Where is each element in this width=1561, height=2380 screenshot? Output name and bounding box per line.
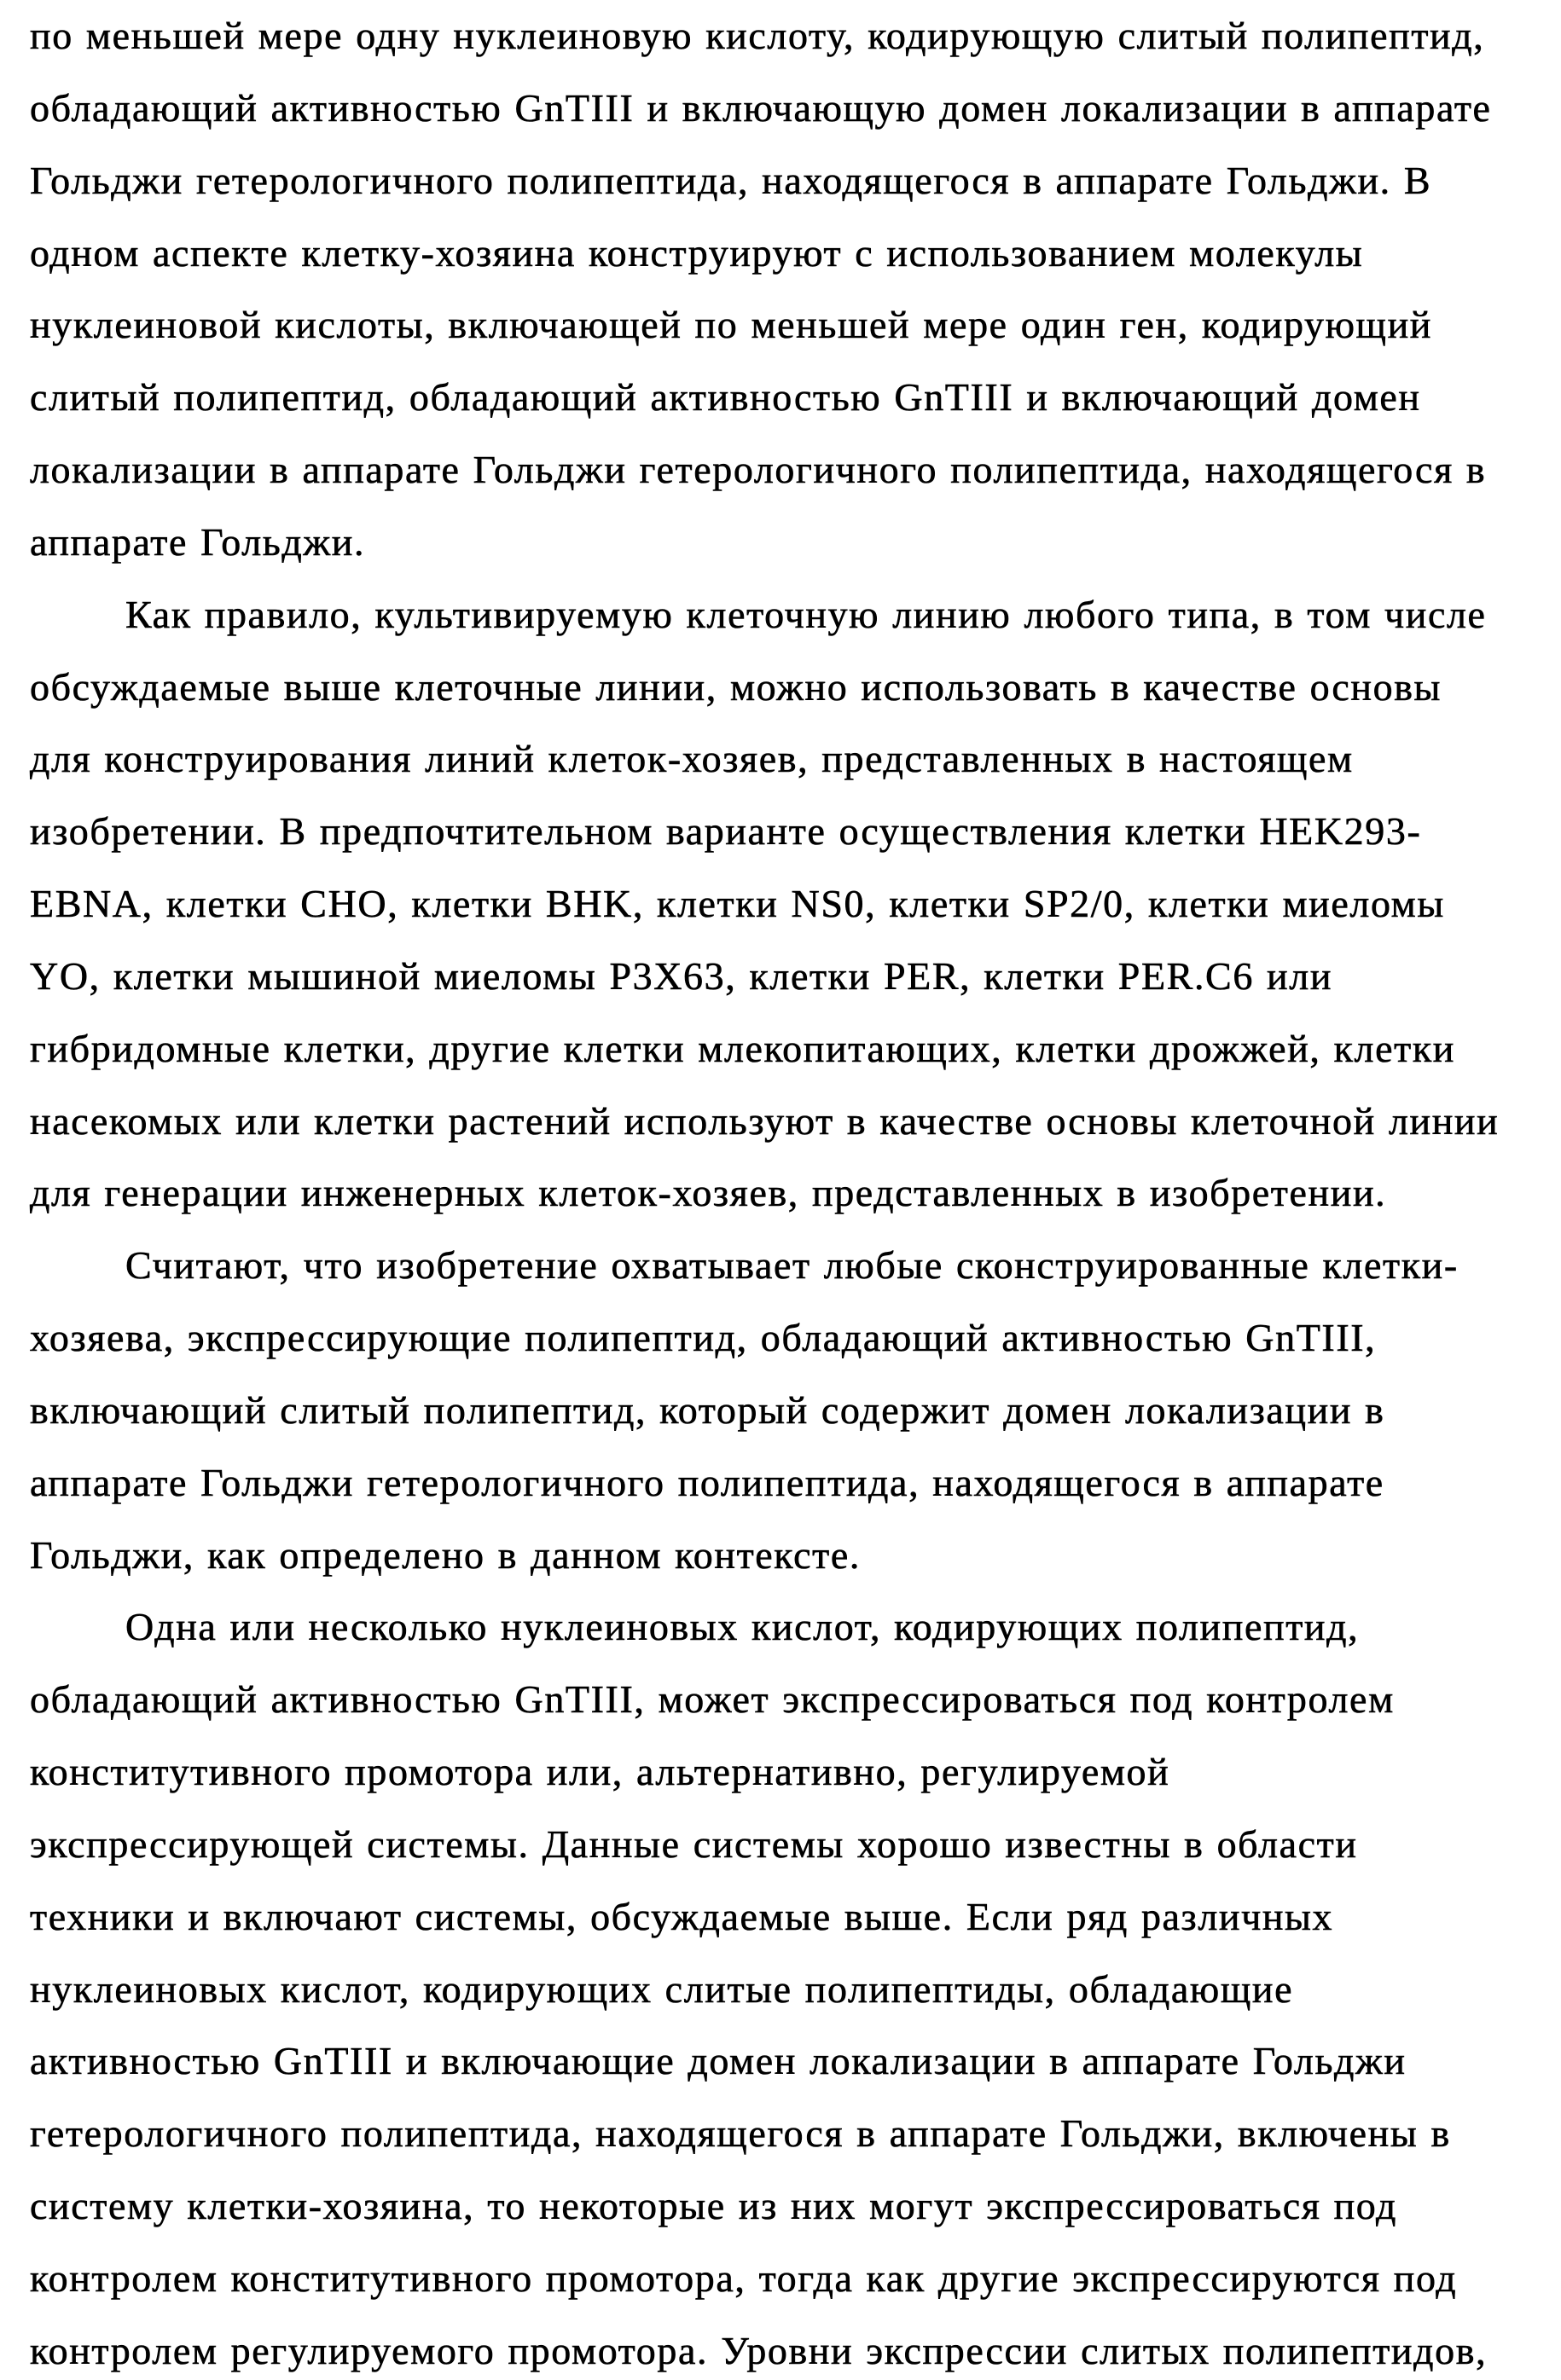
text-line: гибридомные клетки, другие клетки млекопитающих, клетки дрожжей, клетки (30, 1027, 1456, 1070)
text-line: нуклеиновых кислот, кодирующих слитые полипептиды, обладающие (30, 1967, 1294, 2011)
text-line: экспрессирующей системы. Данные системы хорошо известны в области (30, 1822, 1358, 1866)
text-line: систему клетки-хозяина, то некоторые из них могут экспрессироваться под (30, 2184, 1398, 2227)
text-line: для генерации инженерных клеток-хозяев, представленных в изобретении. (30, 1171, 1387, 1214)
text-line: хозяева, экспрессирующие полипептид, обладающий активностью GnTIII, (30, 1316, 1377, 1359)
text-line: обсуждаемые выше клеточные линии, можно использовать в качестве основы (30, 665, 1442, 709)
text-line: для конструирования линий клеток-хозяев, представленных в настоящем (30, 737, 1354, 780)
text-line: YO, клетки мышиной миеломы P3X63, клетки PER, клетки PER.C6 или (30, 954, 1333, 998)
text-line: активностью GnTIII и включающие домен локализации в аппарате Гольджи (30, 2039, 1407, 2082)
text-line: EBNA, клетки CHO, клетки BHK, клетки NS0, клетки SP2/0, клетки миеломы (30, 882, 1445, 925)
text-line: Гольджи, как определено в данном контексте. (30, 1533, 861, 1577)
text-line: техники и включают системы, обсуждаемые выше. Если ряд различных (30, 1895, 1334, 1938)
text-line: слитый полипептид, обладающий активностью GnTIII и включающий домен (30, 375, 1421, 419)
text-line: по меньшей мере одну нуклеиновую кислоту, кодирующую слитый полипептид, (30, 14, 1485, 57)
text-line: контролем регулируемого промотора. Уровни экспрессии слитых полипептидов, (30, 2329, 1488, 2372)
text-line: локализации в аппарате Гольджи гетерологичного полипептида, находящегося в (30, 448, 1487, 491)
text-line: обладающий активностью GnTIII, может экспрессироваться под контролем (30, 1677, 1395, 1721)
text-line: изобретении. В предпочтительном варианте осуществления клетки HEK293- (30, 809, 1422, 853)
text-line: насекомых или клетки растений используют в качестве основы клеточной линии (30, 1099, 1500, 1143)
text-line: аппарате Гольджи. (30, 520, 366, 564)
text-line: Гольджи гетерологичного полипептида, находящегося в аппарате Гольджи. В (30, 159, 1432, 202)
text-line: включающий слитый полипептид, который содержит домен локализации в (30, 1388, 1385, 1432)
text-line: конститутивного промотора или, альтернативно, регулируемой (30, 1750, 1170, 1793)
text-line: одном аспекте клетку-хозяина конструируют с использованием молекулы (30, 231, 1364, 275)
text-line: нуклеиновой кислоты, включающей по меньшей мере один ген, кодирующий (30, 303, 1433, 346)
text-line: контролем конститутивного промотора, тогда как другие экспрессируются под (30, 2256, 1458, 2300)
text-line: Одна или несколько нуклеиновых кислот, кодирующих полипептид, (125, 1605, 1360, 1648)
text-line: обладающий активностью GnTIII и включающую домен локализации в аппарате (30, 86, 1492, 130)
text-line: Как правило, культивируемую клеточную линию любого типа, в том числе (125, 593, 1487, 636)
text-line: аппарате Гольджи гетерологичного полипептида, находящегося в аппарате (30, 1461, 1384, 1504)
text-line: гетерологичного полипептида, находящегося в аппарате Гольджи, включены в (30, 2111, 1451, 2155)
text-line: Считают, что изобретение охватывает любые сконструированные клетки- (125, 1243, 1459, 1287)
